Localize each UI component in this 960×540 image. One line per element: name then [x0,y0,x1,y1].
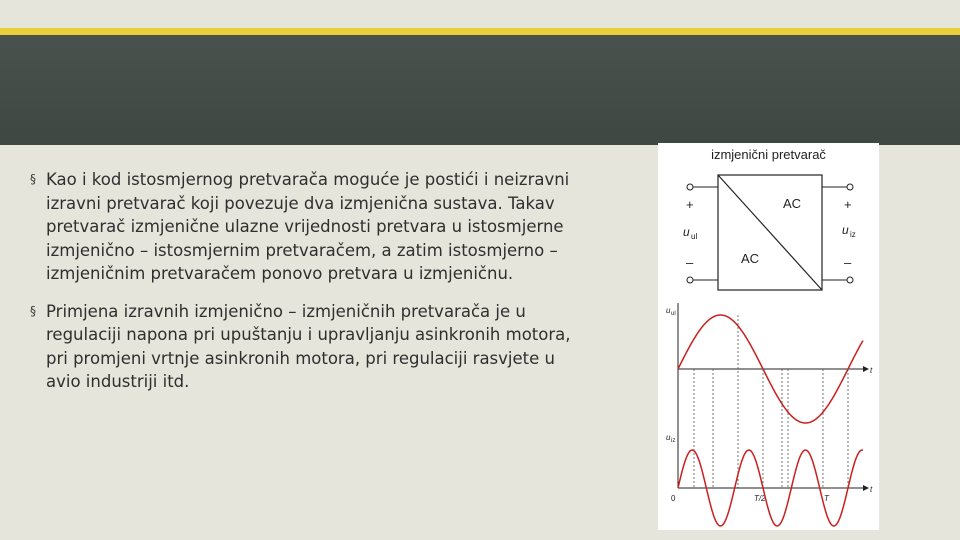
converter-figure [658,143,879,530]
converter-diagonal [718,175,822,290]
output-terminal-top [847,184,853,190]
bullet-line: pretvarač izmjenične ulazne vrijednosti pretvara u istosmjerne [46,217,564,236]
accent-stripe [0,28,960,35]
input-voltage-label: u [683,225,690,239]
top-band [0,0,960,28]
output-voltage-sub: iz [850,230,856,239]
tick-half-period: T/2 [754,494,766,503]
alignment-lines [694,315,848,488]
title-banner [0,35,960,145]
bullet-line: pri promjeni vrtnje asinkronih motora, pri regulaciji rasvjete u [46,348,555,368]
bullet-line: izmjeničnim pretvaračem ponovo pretvara u izmjeničnu. [46,264,514,283]
bullet-marker: § [30,172,36,186]
input-plus: + [686,197,694,212]
tick-zero: 0 [671,494,676,503]
bottom-plot-ylabel: u [666,433,671,442]
input-terminal-bottom [687,277,693,283]
bullet-line: Primjena izravnih izmjenično – izmjeničnih pretvarača je u [46,301,526,321]
bullet-item-2 [30,300,630,394]
output-voltage-plot [666,433,873,526]
output-plus: + [844,197,852,212]
lower-ac-label: AC [741,251,760,266]
converter-block [683,175,856,290]
bullet-line: avio industriji itd. [46,372,190,391]
top-plot-xlabel: t [870,366,873,375]
input-minus: – [686,255,694,270]
bottom-plot-ylabel-sub: iz [671,438,676,444]
input-voltage-sub: ul [691,232,698,241]
input-terminal-top [687,184,693,190]
tick-period: T [824,494,829,503]
top-plot-ylabel: u [666,306,671,315]
output-voltage-label: u [842,223,849,237]
bottom-x-arrow [863,485,869,491]
input-voltage-plot [666,303,873,488]
output-minus: – [844,255,852,270]
bullet-line: izmjenično – istosmjernim pretvaračem, a zatim istosmjerno – [46,240,558,260]
bullet-line: regulaciji napona pri upuštanju i upravljanju asinkronih motora, [46,325,571,344]
bullet-line: Kao i kod istosmjernog pretvarača moguće je postići i neizravni [46,170,570,189]
top-plot-ylabel-sub: ul [671,311,676,317]
figure-title: izmjenični pretvarač [711,147,826,162]
bullet-item-1 [30,168,630,286]
output-terminal-bottom [847,277,853,283]
converter-diagram [658,143,879,530]
top-x-arrow [863,366,869,372]
bullet-line: izravni pretvarač koji povezuje dva izmjenična sustava. Takav [46,193,555,213]
bullet-marker: § [30,303,36,318]
bottom-plot-xlabel: t [870,485,873,494]
slide-content [30,168,630,408]
upper-ac-label: AC [783,196,802,211]
